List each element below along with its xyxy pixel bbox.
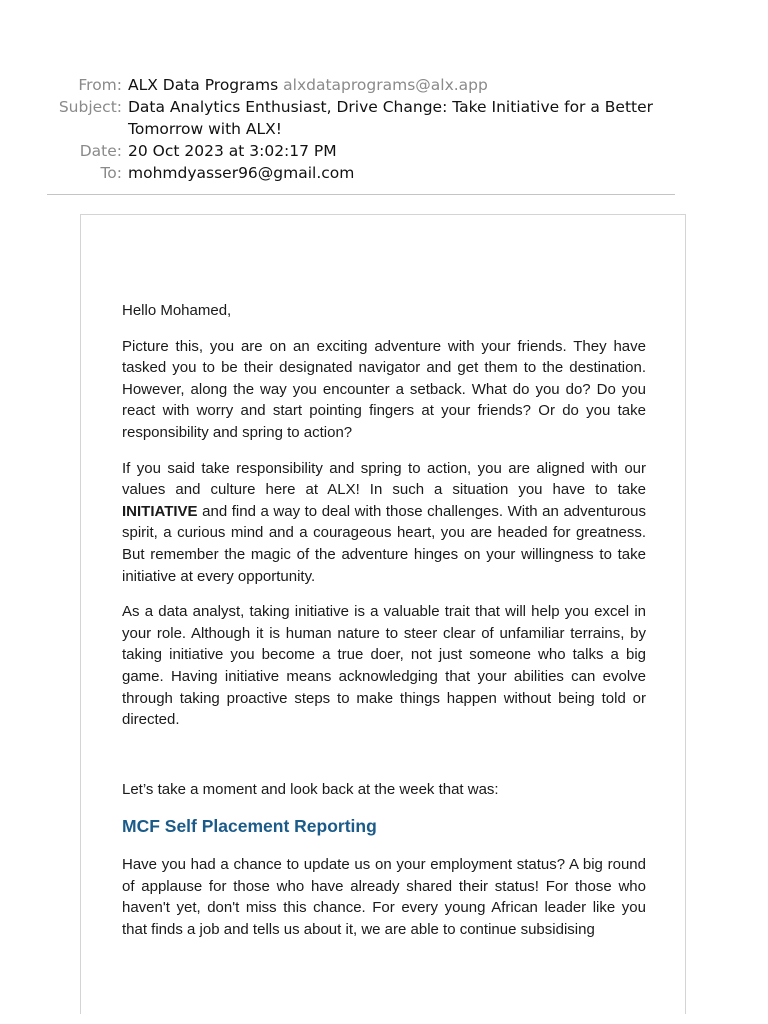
- initiative-emphasis: INITIATIVE: [122, 502, 198, 520]
- paragraph-initiative: [122, 458, 646, 588]
- to-row: [0, 162, 768, 184]
- date-value: 20 Oct 2023 at 3:02:17 PM: [128, 142, 337, 160]
- paragraph-adventure: Picture this, you are on an exciting adventure with your friends. They have tasked you to be their designated navigator and get them to the destination. However, along the way you encounter a setback. What do you do? Do you react with worry and start pointing fingers at your friends? Or do you take responsibility and spring to action?: [122, 337, 646, 441]
- to-label: To:: [100, 164, 122, 182]
- from-label: From:: [78, 76, 122, 94]
- email-header: [0, 74, 768, 184]
- sender-name: ALX Data Programs: [128, 76, 279, 94]
- recipient-email[interactable]: mohmdyasser96@gmail.com: [128, 164, 355, 182]
- date-row: [0, 140, 768, 162]
- paragraph-initiative-start: If you said take responsibility and spring to action, you are aligned with our values and culture here at ALX! In such a situation you have to take: [122, 459, 646, 499]
- from-row: [0, 74, 768, 96]
- subject-label: Subject:: [58, 98, 122, 116]
- section-heading: MCF Self Placement Reporting: [122, 816, 377, 837]
- greeting: Hello Mohamed,: [122, 302, 232, 319]
- email-body: [122, 300, 646, 955]
- paragraph-initiative-end: and find a way to deal with those challenges. With an adventurous spirit, a curious mind and a courageous heart, you are headed for greatness. But remember the magic of the adventure hinges on your willingness to take initiative at every opportunity.: [122, 502, 646, 585]
- header-divider: [47, 194, 675, 195]
- from-value: [128, 74, 668, 96]
- paragraph-week-recap: Let’s take a moment and look back at the week that was:: [122, 780, 499, 798]
- paragraph-placement: Have you had a chance to update us on your employment status? A big round of applause for those who have already shared their status! For those who haven't yet, don't miss this chance. For every young African leader like you that finds a job and tells us about it, we are able to continue subsidising: [122, 856, 646, 939]
- paragraph-data-analyst: As a data analyst, taking initiative is a valuable trait that will help you excel in your role. Although it is human nature to steer clear of unfamiliar terrains, by taking initiative you become a true doer, not just someone who talks a big game. Having initiative means acknowledging that your abilities can evolve through taking proactive steps to make things happen without being told or directed.: [122, 603, 646, 729]
- date-label: Date:: [79, 142, 122, 160]
- subject-value: Data Analytics Enthusiast, Drive Change: Take Initiative for a Better Tomorrow with ALX!: [128, 98, 654, 138]
- sender-email[interactable]: alxdataprograms@alx.app: [283, 76, 488, 94]
- subject-row: [0, 96, 768, 140]
